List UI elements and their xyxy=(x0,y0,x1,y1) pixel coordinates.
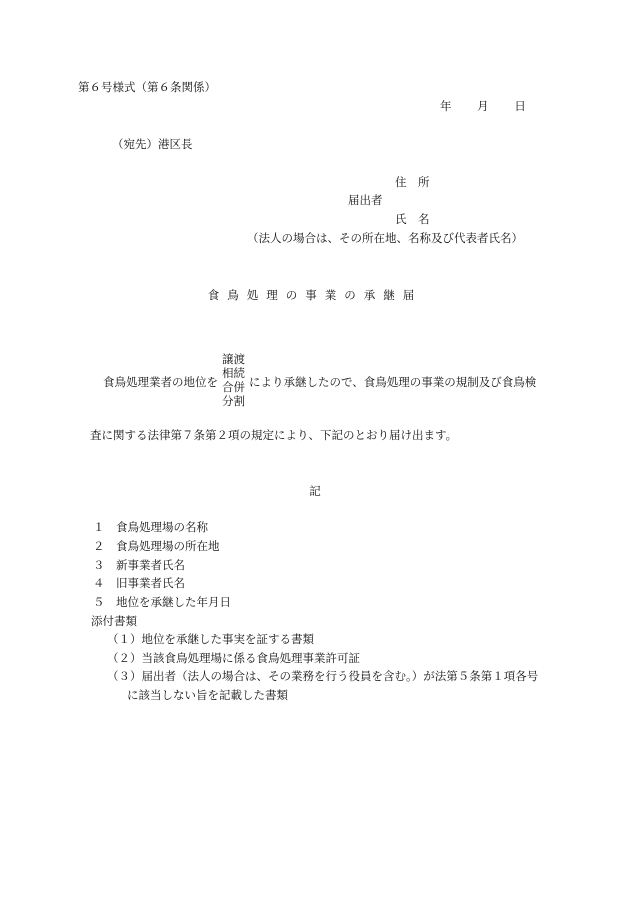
attachment-3: （３）届出者（法人の場合は、その業務を行う役員を含む。）が法第５条第１項各号 xyxy=(107,669,539,683)
document-title: 食鳥処理の事業の承継届 xyxy=(207,288,423,302)
item-succession-date: ５ 地位を承継した年月日 xyxy=(93,595,231,609)
addressee: （宛先）港区長 xyxy=(112,137,193,151)
date-day: 日 xyxy=(514,99,526,113)
item-facility-name: １ 食鳥処理場の名称 xyxy=(93,520,208,534)
attachment-1: （１）地位を承継した事実を証する書類 xyxy=(107,632,314,646)
date-month: 月 xyxy=(477,99,489,113)
notifier-label: 届出者 xyxy=(348,193,383,207)
date-line xyxy=(440,99,526,113)
body-suffix: により承継したので、食鳥処理の事業の規制及び食鳥検 xyxy=(249,375,537,389)
option-merger: 合併 xyxy=(222,380,245,394)
attachments-heading: 添付書類 xyxy=(91,614,137,628)
option-transfer: 譲渡 xyxy=(222,352,245,366)
item-new-operator: ３ 新事業者氏名 xyxy=(93,558,185,572)
body-prefix: 食鳥処理業者の地位を xyxy=(103,375,218,389)
corporate-note: （法人の場合は、その所在地、名称及び代表者氏名） xyxy=(247,231,523,245)
attachment-2: （２）当該食鳥処理場に係る食鳥処理事業許可証 xyxy=(107,651,360,665)
body-line2: 査に関する法律第７条第２項の規定により、下記のとおり届け出ます。 xyxy=(90,428,458,442)
ki-heading: 記 xyxy=(309,484,321,498)
date-year: 年 xyxy=(440,99,452,113)
attachment-3-cont: に該当しない旨を記載した書類 xyxy=(127,688,288,702)
option-split: 分割 xyxy=(222,394,245,408)
option-inheritance: 相続 xyxy=(222,366,245,380)
address-label: 住 所 xyxy=(395,175,430,189)
item-facility-location: ２ 食鳥処理場の所在地 xyxy=(93,539,220,553)
name-label: 氏 名 xyxy=(395,212,430,226)
succession-type-options xyxy=(222,352,245,408)
form-number: 第６号様式（第６条関係） xyxy=(78,80,216,94)
item-old-operator: ４ 旧事業者氏名 xyxy=(93,576,185,590)
